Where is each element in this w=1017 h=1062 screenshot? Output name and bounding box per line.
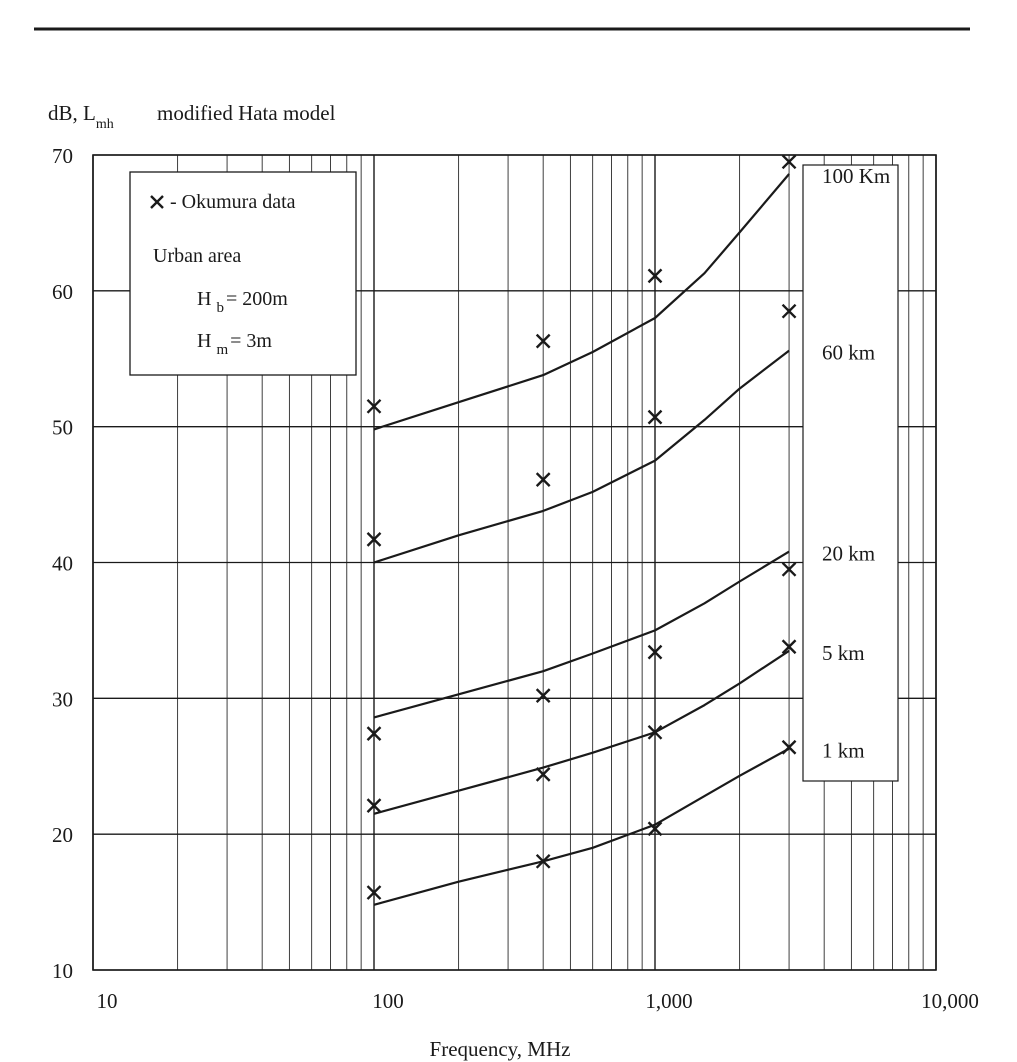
distance-label: 5 km [822, 640, 865, 665]
legend-hm-label: H $_m$ = 3m [197, 330, 272, 358]
model-curve [374, 351, 789, 563]
y-tick-label: 60 [52, 279, 73, 304]
legend-hb-label: H $_b$ = 200m [197, 288, 288, 316]
y-tick-label: 30 [52, 687, 73, 712]
distance-label: 1 km [822, 738, 865, 763]
legend-area-label: Urban area [153, 245, 242, 267]
legend-okumura-label: - Okumura data [170, 191, 296, 213]
model-curve [374, 174, 789, 429]
chart-title: modified Hata model [157, 101, 336, 125]
legend-box [130, 172, 356, 375]
y-axis-title: dB, $L_{mh}$ [48, 101, 114, 132]
model-curve [374, 749, 789, 905]
distance-label: 100 Km [822, 164, 891, 189]
x-tick-label: 100 [372, 989, 404, 1013]
okumura-markers [368, 155, 796, 899]
x-tick-labels [97, 989, 979, 1013]
distance-label: 60 km [822, 340, 876, 365]
x-axis-title: Frequency, MHz [429, 1037, 571, 1061]
model-curve [374, 651, 789, 814]
model-curves [374, 174, 789, 905]
y-tick-label: 50 [52, 415, 73, 440]
y-tick-label: 70 [52, 144, 73, 168]
y-tick-label: 10 [52, 959, 73, 983]
y-tick-labels [52, 144, 73, 983]
distance-labels-panel [803, 165, 898, 781]
y-tick-label: 20 [52, 823, 73, 848]
x-tick-label: 10 [96, 989, 118, 1013]
y-tick-label: 40 [52, 551, 73, 576]
distance-label: 20 km [822, 541, 876, 566]
x-tick-label: 10,000 [921, 989, 979, 1013]
x-tick-label: 1,000 [645, 989, 693, 1013]
